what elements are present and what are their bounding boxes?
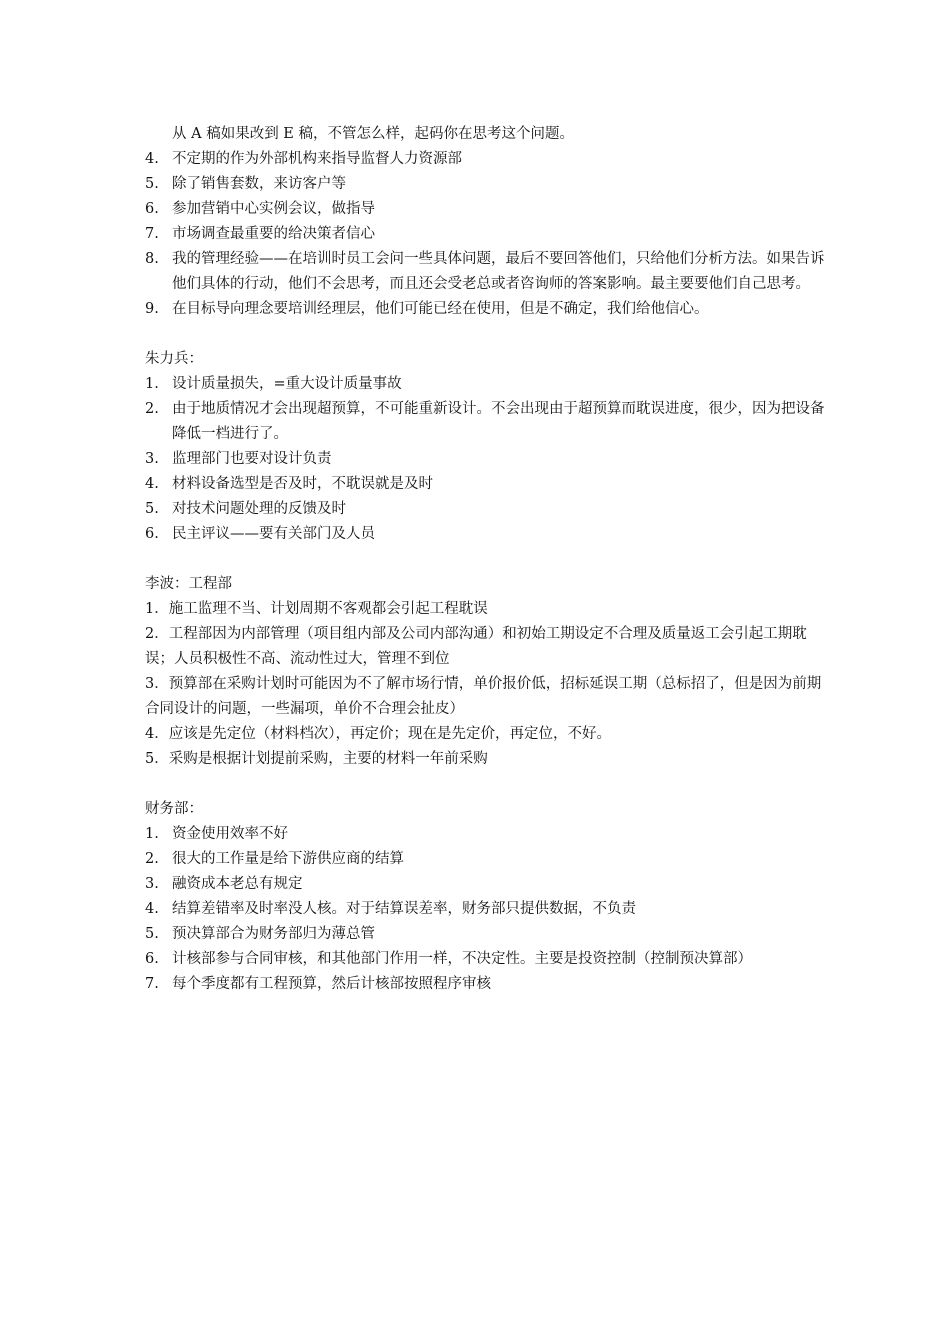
list-item (145, 372, 825, 397)
list-text: 设计质量损失，=重大设计质量事故 (172, 376, 402, 392)
list-item (145, 147, 825, 172)
list-number: 5. (145, 176, 159, 192)
list-text: 对技术问题处理的反馈及时 (172, 501, 346, 517)
continued-item-text: 从 A 稿如果改到 E 稿，不管怎么样，起码你在思考这个问题。 (172, 126, 574, 142)
list-item (145, 872, 825, 897)
list-number: 8. (145, 251, 159, 267)
paragraph: 4．应该是先定位（材料档次），再定价；现在是先定价，再定位，不好。 (145, 726, 611, 742)
list-item (145, 522, 825, 547)
list-text: 由于地质情况才会出现超预算，不可能重新设计。不会出现由于超预算而耽误进度，很少，因为把设备降低一档进行了。 (172, 401, 825, 442)
paragraph: 1．施工监理不当、计划周期不客观都会引起工程耽误 (145, 601, 488, 617)
list-text: 很大的工作量是给下游供应商的结算 (172, 851, 404, 867)
list-text: 在目标导向理念要培训经理层，他们可能已经在使用，但是不确定，我们给他信心。 (172, 301, 709, 317)
list-number: 5. (145, 926, 159, 942)
list-number: 1. (145, 376, 159, 392)
list-number: 9. (145, 301, 159, 317)
document-content (145, 122, 825, 997)
list-item (145, 247, 825, 297)
list-text: 民主评议——要有关部门及人员 (172, 526, 375, 542)
list-item (145, 397, 825, 447)
list-number: 6. (145, 526, 159, 542)
list-item (145, 472, 825, 497)
list-text: 材料设备选型是否及时，不耽误就是及时 (172, 476, 433, 492)
list-text: 资金使用效率不好 (172, 826, 288, 842)
list-number: 6. (145, 201, 159, 217)
list-number: 7. (145, 226, 159, 242)
list-text: 预决算部合为财务部归为薄总管 (172, 926, 375, 942)
list-text: 计核部参与合同审核，和其他部门作用一样，不决定性。主要是投资控制（控制预决算部） (172, 951, 752, 967)
list-item (145, 822, 825, 847)
list-item (145, 847, 825, 872)
list-text: 不定期的作为外部机构来指导监督人力资源部 (172, 151, 462, 167)
spacer (145, 547, 825, 572)
list-number: 4. (145, 476, 159, 492)
list-text: 结算差错率及时率没人核。对于结算误差率，财务部只提供数据，不负责 (172, 901, 636, 917)
list-item (145, 447, 825, 472)
list-item (145, 172, 825, 197)
list-number: 6. (145, 951, 159, 967)
list-number: 2. (145, 401, 159, 417)
list-text: 监理部门也要对设计负责 (172, 451, 332, 467)
list-number: 3. (145, 876, 159, 892)
list-item (145, 497, 825, 522)
list-item (145, 947, 825, 972)
list-number: 4. (145, 151, 159, 167)
list-item (145, 197, 825, 222)
spacer (145, 322, 825, 347)
list-number: 4. (145, 901, 159, 917)
list-number: 3. (145, 451, 159, 467)
list-number: 1. (145, 826, 159, 842)
section-heading-finance: 财务部： (145, 801, 203, 817)
list-item (145, 222, 825, 247)
section-heading-zhu: 朱力兵： (145, 351, 203, 367)
list-text: 我的管理经验——在培训时员工会问一些具体问题，最后不要回答他们，只给他们分析方法。如果告诉他们具体的行动，他们不会思考，而且还会受老总或者咨询师的答案影响。最主要要他们自己思考。 (172, 251, 825, 292)
list-item (145, 922, 825, 947)
paragraph: 5．采购是根据计划提前采购，主要的材料一年前采购 (145, 751, 488, 767)
list-number: 5. (145, 501, 159, 517)
list-item (145, 972, 825, 997)
list-text: 市场调查最重要的给决策者信心 (172, 226, 375, 242)
list-item (145, 897, 825, 922)
list-number: 7. (145, 976, 159, 992)
section-heading-li: 李波：工程部 (145, 576, 232, 592)
list-text: 融资成本老总有规定 (172, 876, 303, 892)
list-text: 每个季度都有工程预算，然后计核部按照程序审核 (172, 976, 491, 992)
list-number: 2. (145, 851, 159, 867)
paragraph: 2．工程部因为内部管理（项目组内部及公司内部沟通）和初始工期设定不合理及质量返工会引起工期耽误；人员积极性不高、流动性过大，管理不到位 (145, 626, 807, 667)
paragraph: 3．预算部在采购计划时可能因为不了解市场行情，单价报价低，招标延误工期（总标招了，但是因为前期合同设计的问题，一些漏项，单价不合理会扯皮） (145, 676, 822, 717)
spacer (145, 772, 825, 797)
list-text: 参加营销中心实例会议，做指导 (172, 201, 375, 217)
list-text: 除了销售套数，来访客户等 (172, 176, 346, 192)
list-item (145, 297, 825, 322)
